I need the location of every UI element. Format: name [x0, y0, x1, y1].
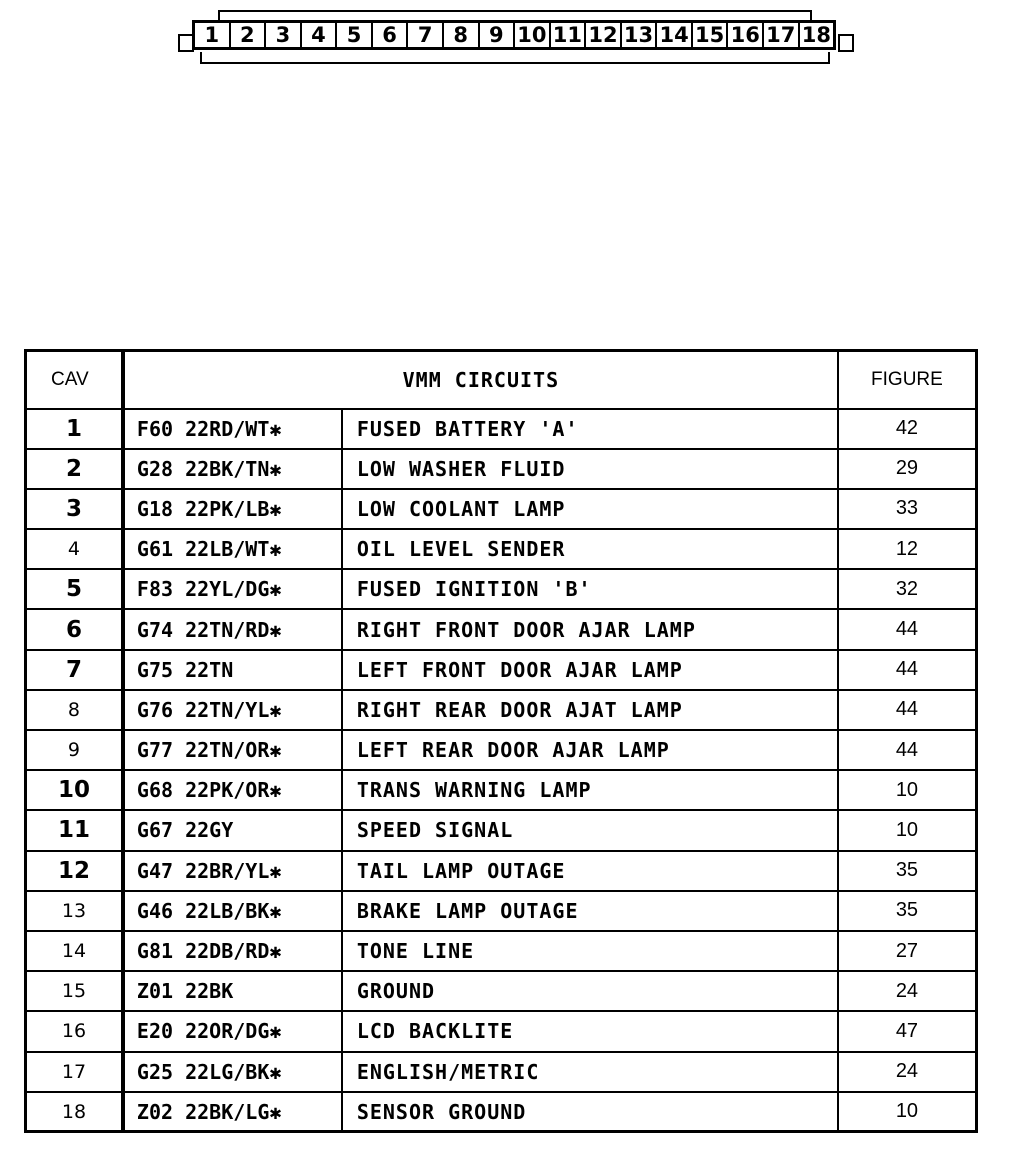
connector-pin: 3 — [266, 23, 302, 47]
cav-cell: 13 — [26, 891, 123, 931]
figure-cell: 44 — [838, 690, 977, 730]
wire-code-cell: G77 22TN/OR✱ — [123, 730, 342, 770]
table-row — [26, 650, 977, 690]
connector-pin: 11 — [551, 23, 587, 47]
figure-cell: 10 — [838, 1092, 977, 1132]
table-row — [26, 690, 977, 730]
wire-code-cell: G61 22LB/WT✱ — [123, 529, 342, 569]
table-row — [26, 931, 977, 971]
figure-cell: 29 — [838, 449, 977, 489]
figure-cell: 33 — [838, 489, 977, 529]
table-row — [26, 730, 977, 770]
circuit-description-cell: LOW COOLANT LAMP — [342, 489, 838, 529]
table-row — [26, 1092, 977, 1132]
circuit-description-cell: BRAKE LAMP OUTAGE — [342, 891, 838, 931]
figure-cell: 12 — [838, 529, 977, 569]
circuit-description-cell: SPEED SIGNAL — [342, 810, 838, 850]
cav-cell: 15 — [26, 971, 123, 1011]
table-row — [26, 529, 977, 569]
wire-code-cell: Z01 22BK — [123, 971, 342, 1011]
cav-cell: 10 — [26, 770, 123, 810]
figure-cell: 42 — [838, 409, 977, 449]
circuit-description-cell: LEFT REAR DOOR AJAR LAMP — [342, 730, 838, 770]
table-body — [26, 409, 977, 1132]
wire-code-cell: G46 22LB/BK✱ — [123, 891, 342, 931]
connector-pin: 15 — [693, 23, 729, 47]
cav-cell: 18 — [26, 1092, 123, 1132]
figure-cell: 10 — [838, 770, 977, 810]
connector-bottom-rail — [200, 52, 830, 64]
connector-pin: 18 — [801, 22, 831, 47]
table-header-row — [26, 351, 977, 409]
wire-code-cell: G28 22BK/TN✱ — [123, 449, 342, 489]
wire-code-cell: G68 22PK/OR✱ — [123, 770, 342, 810]
table-row — [26, 770, 977, 810]
connector-pin: 7 — [408, 23, 444, 47]
figure-cell: 44 — [838, 730, 977, 770]
connector-pin: 8 — [444, 23, 480, 47]
circuit-description-cell: TRANS WARNING LAMP — [342, 770, 838, 810]
cav-cell: 4 — [26, 529, 123, 569]
connector-pin: 17 — [764, 23, 800, 47]
circuit-description-cell: TAIL LAMP OUTAGE — [342, 851, 838, 891]
table-row — [26, 409, 977, 449]
figure-header: FIGURE — [838, 351, 977, 409]
connector-pin: 14 — [657, 23, 693, 47]
vmm-circuit-table — [24, 349, 978, 1133]
table-row — [26, 891, 977, 931]
cav-cell: 5 — [26, 569, 123, 609]
circuit-description-cell: RIGHT REAR DOOR AJAT LAMP — [342, 690, 838, 730]
wire-code-cell: G25 22LG/BK✱ — [123, 1052, 342, 1092]
figure-cell: 10 — [838, 810, 977, 850]
wire-code-cell: G75 22TN — [123, 650, 342, 690]
cav-cell: 14 — [26, 931, 123, 971]
table-row — [26, 449, 977, 489]
connector-pin: 6 — [373, 23, 409, 47]
cav-cell: 1 — [26, 409, 123, 449]
table-row — [26, 1011, 977, 1051]
connector-pin: 10 — [515, 23, 551, 47]
wire-code-cell: G47 22BR/YL✱ — [123, 851, 342, 891]
circuit-description-cell: SENSOR GROUND — [342, 1092, 838, 1132]
cav-cell: 12 — [26, 851, 123, 891]
table-row — [26, 489, 977, 529]
circuit-description-cell: TONE LINE — [342, 931, 838, 971]
table-row — [26, 609, 977, 649]
circuit-description-cell: RIGHT FRONT DOOR AJAR LAMP — [342, 609, 838, 649]
wire-code-cell: G76 22TN/YL✱ — [123, 690, 342, 730]
wire-code-cell: F60 22RD/WT✱ — [123, 409, 342, 449]
circuit-description-cell: LEFT FRONT DOOR AJAR LAMP — [342, 650, 838, 690]
circuit-description-cell: FUSED BATTERY 'A' — [342, 409, 838, 449]
connector-body — [192, 20, 836, 50]
figure-cell: 32 — [838, 569, 977, 609]
connector-pin: 1 — [195, 23, 231, 47]
figure-cell: 44 — [838, 650, 977, 690]
figure-cell: 27 — [838, 931, 977, 971]
cav-cell: 16 — [26, 1011, 123, 1051]
connector-pin: 16 — [728, 23, 764, 47]
circuit-description-cell: FUSED IGNITION 'B' — [342, 569, 838, 609]
figure-cell: 35 — [838, 891, 977, 931]
wire-code-cell: E20 22OR/DG✱ — [123, 1011, 342, 1051]
figure-cell: 44 — [838, 609, 977, 649]
connector-diagram — [0, 0, 1024, 80]
wire-code-cell: G74 22TN/RD✱ — [123, 609, 342, 649]
connector-right-latch — [838, 34, 854, 52]
cav-header: CAV — [26, 351, 123, 409]
connector-pin: 4 — [302, 23, 338, 47]
table-row — [26, 810, 977, 850]
circuit-description-cell: OIL LEVEL SENDER — [342, 529, 838, 569]
cav-cell: 7 — [26, 650, 123, 690]
wire-code-cell: G18 22PK/LB✱ — [123, 489, 342, 529]
connector-pin: 2 — [231, 23, 267, 47]
figure-cell: 35 — [838, 851, 977, 891]
wire-code-cell: G67 22GY — [123, 810, 342, 850]
table-row — [26, 851, 977, 891]
connector-pin: 9 — [480, 23, 516, 47]
circuit-description-cell: LCD BACKLITE — [342, 1011, 838, 1051]
table-row — [26, 569, 977, 609]
cav-cell: 9 — [26, 730, 123, 770]
figure-cell: 47 — [838, 1011, 977, 1051]
cav-cell: 8 — [26, 690, 123, 730]
connector-pin: 13 — [622, 23, 658, 47]
cav-cell: 11 — [26, 810, 123, 850]
table-row — [26, 971, 977, 1011]
circuit-description-cell: ENGLISH/METRIC — [342, 1052, 838, 1092]
circuit-description-cell: LOW WASHER FLUID — [342, 449, 838, 489]
vmm-circuits-header: VMM CIRCUITS — [123, 351, 838, 409]
wire-code-cell: F83 22YL/DG✱ — [123, 569, 342, 609]
wire-code-cell: Z02 22BK/LG✱ — [123, 1092, 342, 1132]
cav-cell: 3 — [26, 489, 123, 529]
connector-pin: 5 — [337, 23, 373, 47]
figure-cell: 24 — [838, 971, 977, 1011]
cav-cell: 17 — [26, 1052, 123, 1092]
circuit-description-cell: GROUND — [342, 971, 838, 1011]
cav-cell: 2 — [26, 449, 123, 489]
table-row — [26, 1052, 977, 1092]
wire-code-cell: G81 22DB/RD✱ — [123, 931, 342, 971]
cav-cell: 6 — [26, 609, 123, 649]
connector-pin: 12 — [586, 23, 622, 47]
figure-cell: 24 — [838, 1052, 977, 1092]
